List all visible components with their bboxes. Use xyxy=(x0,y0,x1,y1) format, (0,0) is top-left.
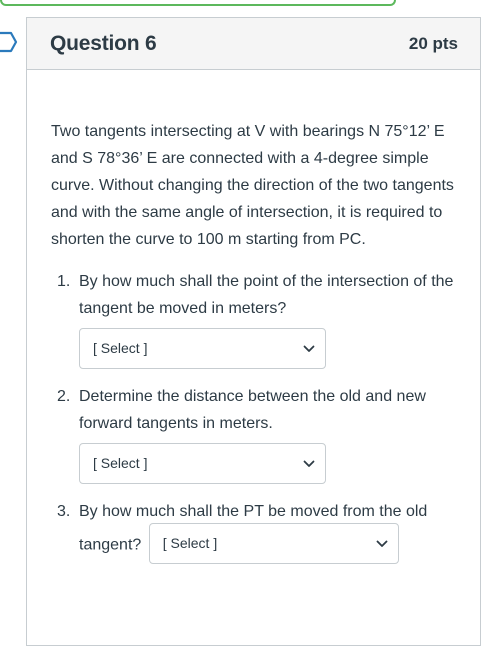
question-card xyxy=(26,17,481,646)
sub-question-1 xyxy=(57,268,456,369)
sub-question-text: By how much shall the PT be moved from the old tangent? xyxy=(79,503,428,554)
bookmark-flag-icon[interactable] xyxy=(0,31,18,53)
sub-question-3 xyxy=(57,498,456,566)
answer-select-3[interactable] xyxy=(149,523,399,564)
sub-question-number: 3. xyxy=(57,503,71,520)
select-value: [ Select ] xyxy=(93,455,148,471)
sub-question-number: 2. xyxy=(57,388,71,405)
sub-question-text: By how much shall the point of the intersection of the tangent be moved in meters? xyxy=(79,273,454,317)
question-header xyxy=(27,18,480,70)
sub-question-2 xyxy=(57,383,456,484)
question-prompt: Two tangents intersecting at V with bearings N 75°12’ E and S 78°36’ E are connected with a 4-degree simple curve. Without changing the direction of the two tangents and with the same angle of intersection, it is required to shorten the curve to 100 m starting from PC. xyxy=(51,123,454,248)
previous-question-focus-outline xyxy=(0,0,396,6)
select-value: [ Select ] xyxy=(162,535,218,551)
question-body xyxy=(27,70,480,566)
chevron-down-icon xyxy=(303,345,315,353)
question-title: Question 6 xyxy=(50,31,157,55)
select-value: [ Select ] xyxy=(93,340,148,356)
answer-select-1[interactable] xyxy=(79,328,326,369)
chevron-down-icon xyxy=(376,540,388,548)
chevron-down-icon xyxy=(303,460,315,468)
question-points: 20 pts xyxy=(408,33,458,53)
answer-select-2[interactable] xyxy=(79,443,326,484)
sub-question-number: 1. xyxy=(57,273,71,290)
sub-question-list xyxy=(51,268,456,566)
sub-question-text: Determine the distance between the old and new forward tangents in meters. xyxy=(79,388,426,432)
